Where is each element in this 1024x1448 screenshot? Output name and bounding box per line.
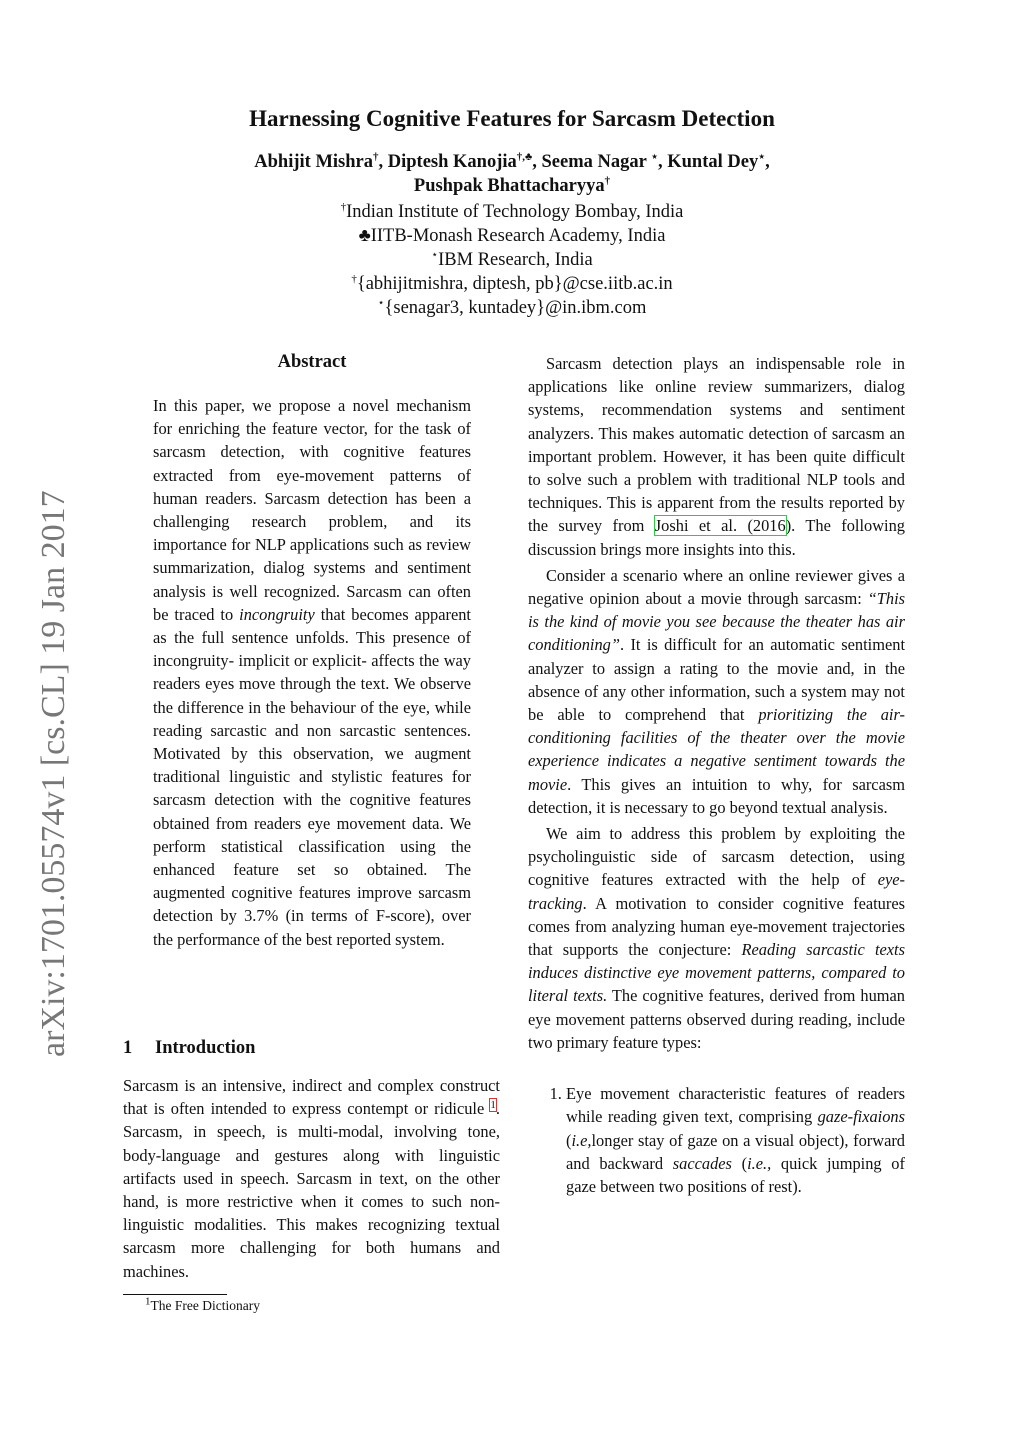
email-iitb: †{abhijitmishra, diptesh, pb}@cse.iitb.ac.in — [351, 272, 673, 294]
author-name: Kuntal Dey — [667, 152, 759, 172]
author-name: Diptesh Kanojia — [387, 152, 517, 172]
footnote-rule — [123, 1294, 227, 1295]
paragraph: Sarcasm detection plays an indispensable role in applications like online review summarizers, dialog systems, recommendation systems and sentiment analyzers. This makes automatic detection of sarcasm an important problem. However, it has been quite difficult to solve such a problem with traditional NLP tools and techniques. This is apparent from the results reported by the survey from Joshi et al. (2016). The following discussion brings more insights into this. — [528, 354, 905, 559]
paragraph: Consider a scenario where an online reviewer gives a negative opinion about a movie through sarcasm: “This is the kind of movie you see because the theater has air conditioning”. It is difficult for an automatic sentiment analyzer to assign a rating to the movie and, in the absence of any other information, such a system may not be able to comprehend that prioritizing the air-conditioning facilities of the theater over the movie experience indicates a negative sentiment towards the movie. This gives an intuition to why, for sarcasm detection, it is necessary to go beyond textual analysis. — [528, 565, 905, 817]
author-mark: †,♣ — [516, 150, 533, 163]
email-ibm: ⋆{senagar3, kuntadey}@in.ibm.com — [377, 296, 647, 318]
affiliation-iitb: †Indian Institute of Technology Bombay, India — [340, 200, 684, 222]
author-mark: ⋆ — [758, 150, 766, 163]
club-symbol: ♣ — [358, 226, 371, 246]
list-item: 1. Eye movement characteristic features of readers while reading given text, comprising gaze-fixaions (i.e,longer stay of gaze on a visual object), forward and backward saccades (i.e., quick jumping of gaze between two positions of rest). — [566, 1082, 905, 1198]
abstract-heading: Abstract — [277, 352, 347, 372]
footnote: $^1$The Free Dictionary — [145, 1295, 260, 1313]
footnote-link[interactable]: 1 — [490, 1098, 496, 1111]
author-mark: † — [373, 150, 379, 163]
author-name: Seema Nagar — [541, 152, 647, 172]
author-name: Abhijit Mishra — [254, 152, 373, 172]
right-column — [528, 352, 905, 1198]
author-mark: † — [604, 174, 611, 187]
citation-link[interactable]: Joshi et al. (2016 — [654, 516, 786, 536]
section-heading-introduction: 1 Introduction — [123, 1038, 256, 1058]
paper-title: Harnessing Cognitive Features for Sarcasm Detection — [249, 106, 775, 131]
arxiv-identifier: arXiv:1701.05574v1 [cs.CL] 19 Jan 2017 — [35, 490, 72, 1057]
feature-list — [528, 1082, 905, 1198]
affiliation-ibm: ⋆IBM Research, India — [431, 248, 593, 270]
paragraph: We aim to address this problem by exploiting the psycholinguistic side of sarcasm detection, using cognitive features extracted with the help of eye-tracking. A motivation to consider cognitive features comes from analyzing human eye-movement trajectories that supports the conjecture: Reading sarcastic texts induces distinctive eye movement patterns, compared to literal texts. The cognitive features, derived from human eye movement patterns observed during reading, include two primary feature types: — [528, 824, 905, 1052]
author-list: Abhijit Mishra†, Diptesh Kanojia†,♣, Seema Nagar ⋆, Kuntal Dey⋆, Pushpak Bhattacharyya† — [254, 150, 770, 196]
abstract-body: In this paper, we propose a novel mechanism for enriching the feature vector, for the task of sarcasm detection, with cognitive features extracted from eye-movement patterns of human readers. Sarcasm detection has been a challenging research problem, and its importance for NLP applications such as review summarization, dialog systems and sentiment analysis is well recognized. Sarcasm can often be traced to incongruity that becomes apparent as the full sentence unfolds. This presence of incongruity- implicit or explicit- affects the way readers eyes move through the text. We observe the difference in the behaviour of the eye, while reading sarcastic and non sarcastic sentences. Motivated by this observation, we augment traditional linguistic and stylistic features for sarcasm detection with the cognitive features obtained from readers eye movement data. We perform statistical classification using the enhanced feature set so obtained. The augmented cognitive features improve sarcasm detection by 3.7% (in terms of F-score), over the performance of the best reported system. — [153, 396, 471, 949]
affiliations — [0, 200, 1024, 320]
author-name: Pushpak Bhattacharyya — [413, 176, 605, 196]
author-mark: ⋆ — [651, 150, 658, 163]
introduction-paragraph: Sarcasm is an intensive, indirect and complex construct that is often intended to express contempt or ridicule $^1$. Sarcasm, in speech, is multi-modal, involving tone, body-language and gestures along with linguistic artifacts used in speech. Sarcasm in text, on the other hand, is more restrictive when it comes to such non-linguistic modalities. This makes recognizing textual sarcasm more challenging for both humans and machines. — [123, 1076, 500, 1281]
affiliation-monash: ♣IITB-Monash Research Academy, India — [358, 226, 666, 246]
